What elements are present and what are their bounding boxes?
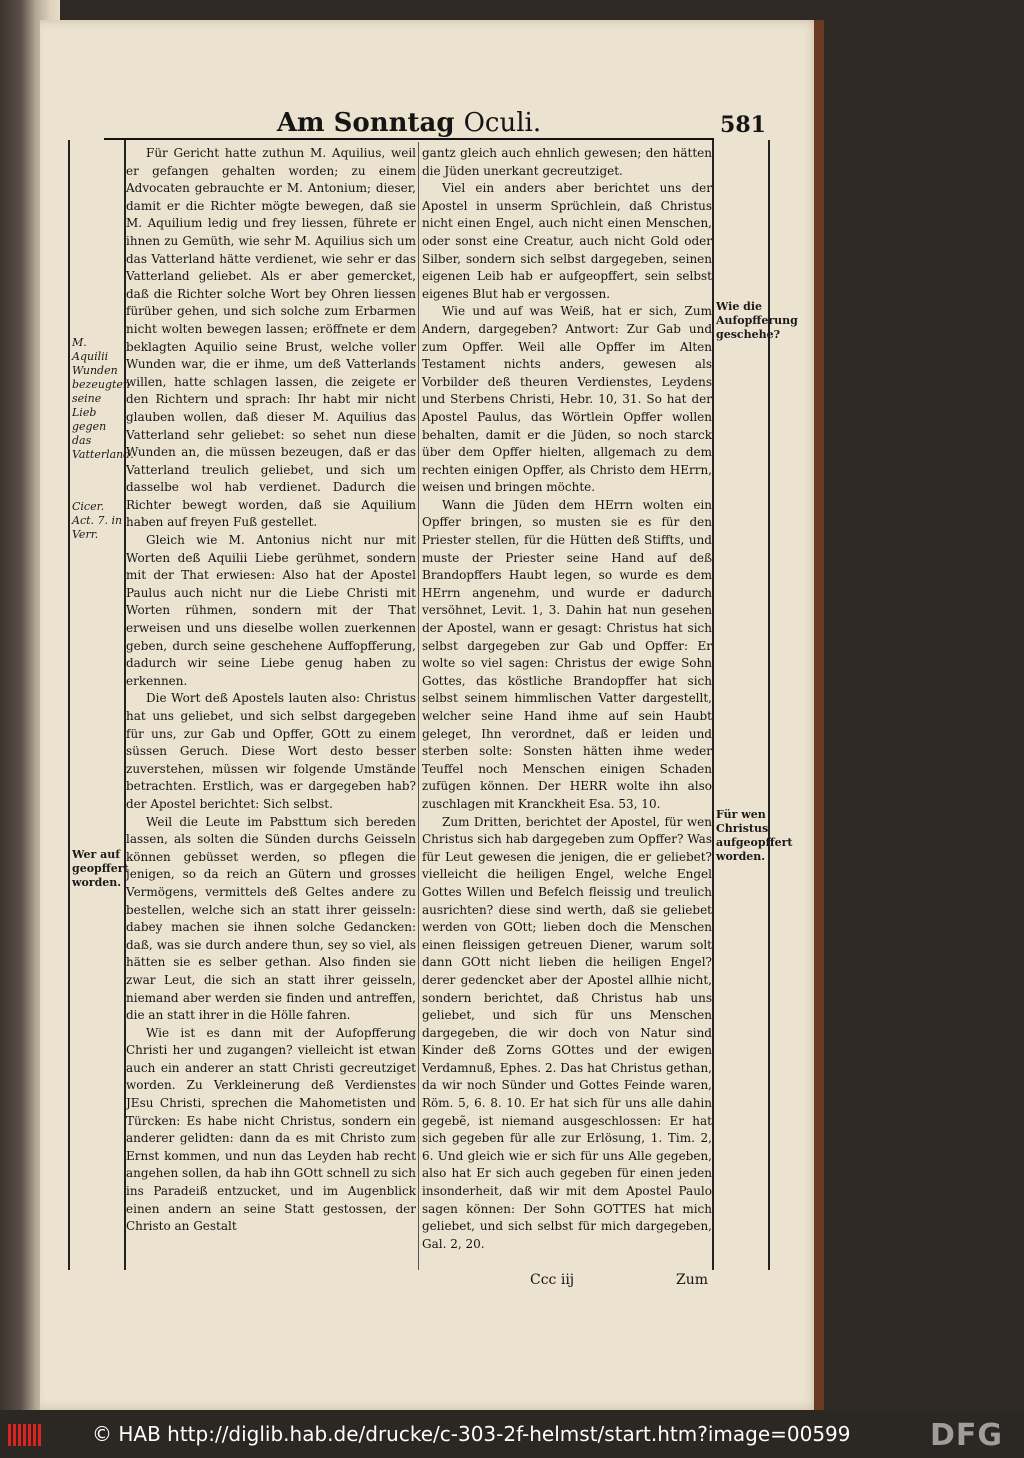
- hab-logo-icon: [8, 1424, 52, 1448]
- text-column-left: [126, 145, 416, 1236]
- margin-note-left-3: Wer auf geopffert worden.: [72, 848, 129, 889]
- footer-copyright-link[interactable]: © HAB http://diglib.hab.de/drucke/c-303-2f-helmst/start.htm?image=00599: [92, 1422, 851, 1446]
- frame-rule-outer-right: [768, 140, 770, 1270]
- page-number: 581: [720, 112, 766, 138]
- text-column-right: [422, 145, 712, 1253]
- frame-rule-outer-left: [68, 140, 70, 1270]
- paragraph: Viel ein anders aber berichtet uns der Apostel in unserm Sprüchlein, daß Christus nicht einen Engel, auch nicht einen Menschen, oder sonst eine Creatur, auch nicht Gold oder Silber, sondern sich selbst dargegeben, seinen eigenen Leib hab er aufgeopffert, sein selbst eigenes Blut hab er vergossen.: [422, 181, 712, 301]
- margin-note-right-2: Für wen Christus aufgeopffert worden.: [716, 808, 793, 863]
- footer-bar: [0, 1410, 1024, 1458]
- catchword: Zum: [676, 1272, 709, 1288]
- paragraph: Gleich wie M. Antonius nicht nur mit Worten deß Aquilii Liebe gerühmet, sondern mit der That erwiesen: Also hat der Apostel Paulus auch nicht nur die Liebe Christi mit Worten rühmen, sondern mit der That erweisen und uns dieselbe wollen zuerkennen geben, durch seine geschehene Auffopfferung, dadurch wir seine Liebe genug haben zu erkennen.: [126, 533, 416, 688]
- paragraph: Zum Dritten, berichtet der Apostel, für wen Christus sich hab dargegeben zum Opffer? Was für Leut gewesen die jenigen, die er geliebet? vielleicht die heiligen Engel, welche Engel Gottes Willen und Befelch fleissig und treulich ausrichten? diese sind werth, daß sie geliebet werden von GOtt; lieben doch die Menschen einen fleissigen getreuen Diener, warum solt dann GOtt nicht lieben die heiligen Engel? derer gedencket aber der Apostel allhie nicht, sondern berichtet, daß Christus hab uns geliebet, und sich für uns Menschen dargegeben, die wir doch von Natur sind Kinder deß Zorns GOttes und der ewigen Verdamnuß, Ephes. 2. Das hat Christus gethan, da wir noch Sünder und Gottes Feinde waren, Röm. 5, 6. 8. 10. Er hat sich für uns alle dahin gegebẽ, ist niemand ausgeschlossen: Er hat sich gegeben für alle zur Erlösung, 1. Tim. 2, 6. Und gleich wie er sich für uns Alle gegeben, also hat Er sich auch gegeben für einen jeden insonderheit, daß wir mit dem Apostel Paulo sagen können: Der Sohn GOTTES hat mich geliebet, und sich selbst für mich dargegeben, Gal. 2, 20.: [422, 814, 712, 1251]
- running-title-sub: Oculi.: [463, 108, 542, 138]
- column-divider: [418, 142, 419, 1270]
- paragraph: Wann die Jüden dem HErrn wolten ein Opffer bringen, so musten sie es für den Priester stellen, für die Hütten deß Stiffts, und muste der Priester seine Hand auf deß Brandopffers Haubt legen, so wurde es dem HErrn angenehm, und wurde er dadurch versöhnet, Levit. 1, 3. Dahin hat nun gesehen der Apostel, wann er gesagt: Christus hat sich selbst dargegeben zur Gab und Opffer: Er wolte so viel sagen: Christus der ewige Sohn Gottes, das köstliche Brandopffer hat sich selbst seinem himmlischen Vatter dargestellt, welcher seine Hand ihme auf sein Haubt geleget, Ihn verordnet, daß er leiden und sterben solte: Sonsten hätten ihme weder Teuffel noch Menschen einigen Schaden zufügen können. Der HERR wolte ihn also zuschlagen mit Kranckheit Esa. 53, 10.: [422, 497, 712, 811]
- margin-note-left-2: Cicer. Act. 7. in Verr.: [72, 500, 123, 541]
- paragraph: Die Wort deß Apostels lauten also: Christus hat uns geliebet, und sich selbst dargegeben für uns, zur Gab und Opffer, GOtt zu einem süssen Geruch. Diese Wort desto besser zuverstehen, müssen wir folgende Umstände betrachten. Erstlich, was er dargegeben hab? der Apostel berichtet: Sich selbst.: [126, 691, 416, 811]
- frame-rule-inner-right: [712, 140, 714, 1270]
- signature-mark: Ccc iij: [530, 1272, 575, 1288]
- header-rule: [104, 138, 714, 140]
- paragraph: Wie ist es dann mit der Aufopfferung Christi her und zugangen? vielleicht ist etwan auch ein anderer an statt Christi gecreutziget worden. Zu Verkleinerung deß Verdienstes JEsu Christi, sprechen die Mahometisten und Türcken: Es habe nicht Christus, sondern ein anderer gelidten: dann da es mit Christo zum Ernst kommen, und nun das Leyden hab recht angehen sollen, da hab ihn GOtt schnell zu sich ins Paradeiß entzucket, und im Augenblick einen andern an seine Statt gestossen, der Christo an Gestalt: [126, 1025, 416, 1234]
- paragraph: Wie und auf was Weiß, hat er sich, Zum Andern, dargegeben? Antwort: Zur Gab und zum Opffer. Weil alle Opffer im Alten Testament nichts anders, gewesen als Vorbilder deß theuren Verdienstes, Leydens und Sterbens Christi, Hebr. 10, 31. So hat der Apostel Paulus, das Wörtlein Opffer wollen behalten, damit er die Jüden, so noch starck über dem Opffer hielten, allgemach zu dem rechten einigen Opffer, als Christo dem HErrn, weisen und bringen möchte.: [422, 304, 712, 495]
- dfg-logo: DFG: [930, 1418, 1004, 1453]
- paragraph: gantz gleich auch ehnlich gewesen; den hätten die Jüden unerkant gecreutziget.: [422, 146, 712, 178]
- paragraph: Weil die Leute im Pabsttum sich bereden lassen, als solten die Sünden durchs Geisseln können gebüsset werden, so pflegen die jenigen, so da reich an Gütern und grosses Vermögens, vermittels deß Geltes andere zu bestellen, welche sich an statt ihrer geisseln: dabey machen sie ihnen solche Gedancken: daß, was sie durch andere thun, sey so viel, als hätten sie es selber gethan. Also finden sie zwar Leut, die sich an statt ihrer geisseln, niemand aber werden sie finden und antreffen, die an statt ihrer in die Hölle fahren.: [126, 814, 416, 1023]
- margin-note-left-1: M. Aquilii Wunden bezeugten seine Lieb gegen das Vatterland.: [72, 336, 134, 461]
- running-title: [104, 108, 714, 138]
- running-title-main: Am Sonntag: [276, 108, 455, 138]
- paragraph: Für Gericht hatte zuthun M. Aquilius, weil er gefangen gehalten worden; zu einem Advocaten gebrauchte er M. Antonium; dieser, damit er die Richter mögte bewegen, daß sie M. Aquilium ledig und frey liessen, führete er ihnen zu Gemüth, wie sehr M. Aquilius sich um das Vatterland hätte verdienet, wie sehr er das Vatterland geliebet. Als er aber gemercket, daß die Richter solche Wort bey Ohren liessen fürüber gehen, und sich solche zum Erbarmen nicht wolten bewegen lassen; eröffnete er dem beklagten Aquilio seine Brust, welche voller Wunden war, die er ihme, um deß Vatterlands willen, hatte schlagen lassen, die zeigete er den Richtern und sprach: Ihr habt mir nicht glauben wollen, daß dieser M. Aquilius das Vatterland sehr geliebet: so sehet nun diese Wunden an, die müssen bezeugen, daß er das Vatterland treulich geliebet, und sich um dasselbe wol hab verdienet. Dadurch die Richter bewegt worden, daß sie Aquilium haben auf freyen Fuß gestellet.: [126, 146, 416, 530]
- margin-note-right-1: Wie die Aufopfferung geschehe?: [716, 300, 798, 341]
- page-fore-edge: [814, 20, 824, 1410]
